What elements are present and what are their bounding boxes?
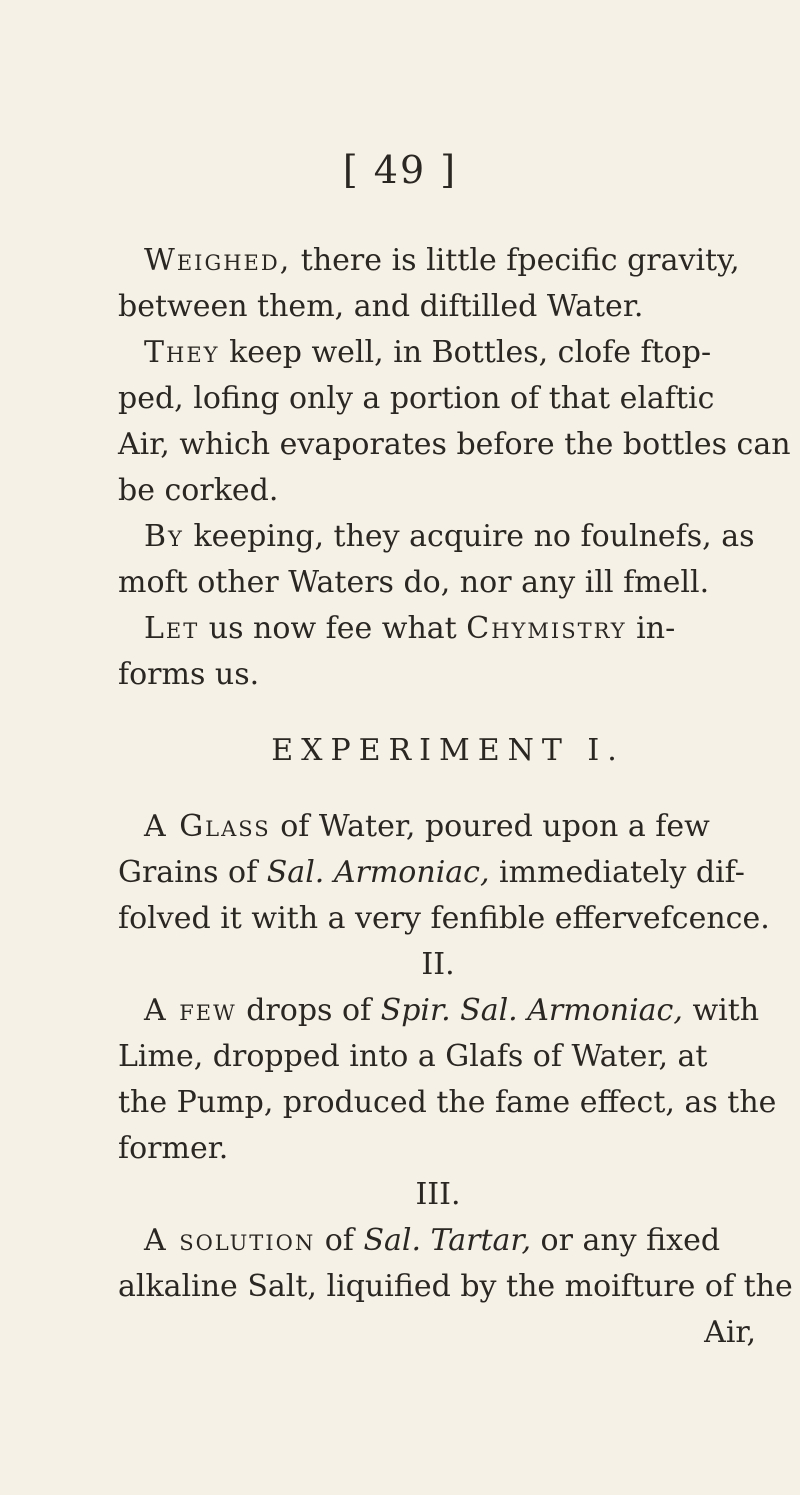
small-caps-lead: Let — [144, 611, 200, 646]
italic-run: Spir. Sal. Armoniac, — [380, 993, 683, 1028]
paragraph-line — [118, 1218, 758, 1264]
experiment-numeral: II. — [421, 947, 455, 982]
paragraph-line — [118, 850, 758, 896]
paragraph-line: Lime, dropped into a Glafs of Water, at — [118, 1039, 708, 1074]
text-run: of — [315, 1223, 364, 1258]
paragraph-line: ped, lofing only a portion of that elaftic — [118, 381, 715, 416]
small-caps-lead: A solution — [144, 1223, 316, 1258]
italic-run: Sal. Tartar, — [363, 1223, 531, 1258]
text-run: us now fee what — [199, 611, 467, 646]
section-heading: EXPERIMENT I. — [271, 733, 625, 768]
text-run: keep well, in Bottles, clofe ftop- — [219, 335, 712, 370]
paragraph-line: forms us. — [118, 657, 260, 692]
page-number: [ 49 ] — [342, 148, 458, 192]
paragraph-line: the Pump, produced the fame effect, as the — [118, 1085, 777, 1120]
paragraph-line — [118, 330, 758, 376]
small-caps-lead: Weighed, — [144, 243, 292, 278]
text-run: immediately dif- — [489, 855, 745, 890]
paragraph-line: moft other Waters do, nor any ill fmell. — [118, 565, 710, 600]
small-caps-word: Chymistry — [466, 611, 627, 646]
small-caps-lead: By — [144, 519, 184, 554]
small-caps-lead: They — [144, 335, 220, 370]
paragraph-line: be corked. — [118, 473, 279, 508]
paragraph-line — [118, 238, 758, 284]
small-caps-lead: A few — [144, 993, 237, 1028]
paragraph-line — [118, 988, 758, 1034]
paragraph-line: alkaline Salt, liquified by the moifture of the — [118, 1269, 793, 1304]
text-run: there is little fpecific gravity, — [291, 243, 740, 278]
text-run: keeping, they acquire no foulnefs, as — [183, 519, 755, 554]
paragraph-line: between them, and diftilled Water. — [118, 289, 644, 324]
text-run: with — [682, 993, 760, 1028]
paragraph-line — [118, 514, 758, 560]
paragraph-line: former. — [118, 1131, 229, 1166]
paragraph-line — [118, 606, 758, 652]
paragraph-line — [118, 804, 758, 850]
text-run: drops of — [236, 993, 381, 1028]
spacer — [118, 698, 758, 728]
italic-run: Sal. Armoniac, — [266, 855, 490, 890]
text-run: in- — [626, 611, 676, 646]
text-run: or any fixed — [531, 1223, 721, 1258]
spacer — [118, 774, 758, 804]
paragraph-line: folved it with a very fenfible effervefcence. — [118, 901, 770, 936]
small-caps-lead: A Glass — [144, 809, 271, 844]
text-run: Grains of — [118, 855, 267, 890]
body-text — [118, 238, 793, 1356]
catchword: Air, — [704, 1315, 756, 1350]
paragraph-line: Air, which evaporates before the bottles can — [118, 427, 791, 462]
text-run: of Water, poured upon a few — [270, 809, 710, 844]
experiment-numeral: III. — [415, 1177, 461, 1212]
